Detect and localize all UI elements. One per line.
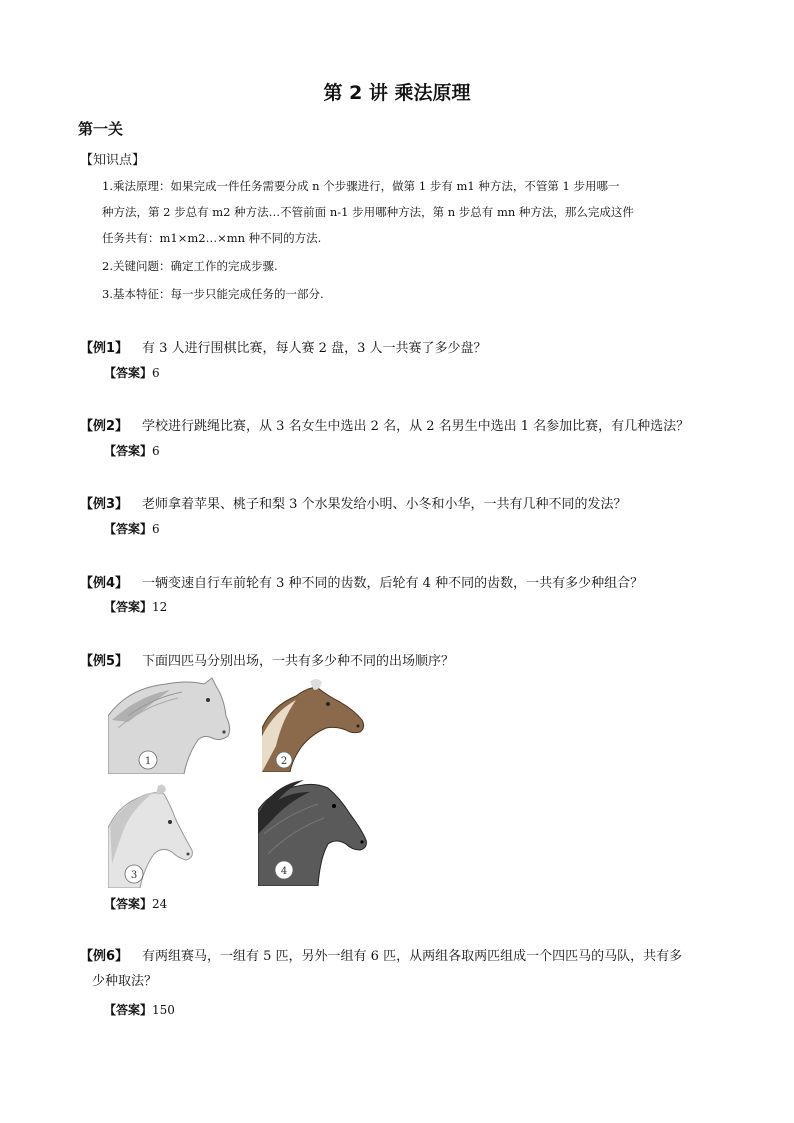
example-4-tag: 【例4】 [80, 576, 129, 591]
example-2 [80, 415, 689, 434]
horse-image-2 [262, 676, 368, 772]
knowledge-point-3: 3.基本特征：每一步只能完成任务的一部分. [102, 287, 324, 301]
example-6-answer [104, 1001, 175, 1018]
knowledge-point-1-line-1: 1.乘法原理：如果完成一件任务需要分成 n 个步骤进行，做第 1 步有 m1 种方法，不管第 1 步用哪一 [102, 179, 620, 193]
answer-label: 【答案】 [104, 1003, 153, 1017]
knowledge-point-1-line-3: 任务共有：m1×m2…×mn 种不同的方法. [102, 231, 322, 245]
example-4-answer [104, 598, 167, 615]
section-heading: 第一关 [78, 120, 124, 138]
horse-number-3: 3 [130, 870, 138, 881]
example-2-question: 学校进行跳绳比赛，从 3 名女生中选出 2 名，从 2 名男生中选出 1 名参加比赛，有几种选法？ [142, 419, 690, 434]
example-6-question-line-2: 少种取法？ [92, 974, 158, 989]
page-title: 第 2 讲 乘法原理 [323, 82, 471, 104]
example-4-answer-value: 12 [152, 600, 168, 614]
example-1-question: 有 3 人进行围棋比赛，每人赛 2 盘，3 人一共赛了多少盘？ [142, 341, 487, 356]
example-2-tag: 【例2】 [80, 419, 129, 434]
example-5 [80, 650, 454, 669]
example-3-tag: 【例3】 [80, 497, 129, 512]
example-6-tag: 【例6】 [80, 949, 129, 964]
example-5-tag: 【例5】 [80, 654, 129, 669]
example-3-answer-value: 6 [152, 522, 160, 536]
knowledge-point-2: 2.关键问题：确定工作的完成步骤. [102, 259, 278, 273]
horse-image-1 [108, 676, 236, 774]
horse-image-3 [108, 784, 194, 888]
horse-image-4 [258, 774, 368, 886]
example-6 [80, 944, 730, 994]
answer-label: 【答案】 [104, 600, 153, 614]
example-2-answer-value: 6 [152, 444, 160, 458]
example-6-question-line-1: 有两组赛马，一组有 5 匹，另外一组有 6 匹，从两组各取两匹组成一个四匹马的马队，共有多 [142, 949, 683, 964]
example-5-answer [104, 895, 167, 912]
answer-label: 【答案】 [104, 522, 153, 536]
horse-number-1: 1 [144, 756, 152, 767]
example-1 [80, 337, 486, 356]
horse-number-2: 2 [280, 756, 288, 767]
example-1-answer [104, 364, 160, 381]
example-4 [80, 572, 643, 591]
example-2-answer [104, 442, 160, 459]
example-1-answer-value: 6 [152, 366, 160, 380]
horse-number-4: 4 [280, 866, 288, 877]
knowledge-point-1 [102, 173, 722, 251]
example-3 [80, 493, 627, 512]
answer-label: 【答案】 [104, 897, 153, 911]
example-5-answer-value: 24 [152, 897, 168, 911]
example-3-question: 老师拿着苹果、桃子和梨 3 个水果发给小明、小冬和小华，一共有几种不同的发法？ [142, 497, 627, 512]
knowledge-point-1-line-2: 种方法，第 2 步总有 m2 种方法…不管前面 n-1 步用哪种方法，第 n 步总有 mn 种方法，那么完成这件 [102, 205, 634, 219]
example-5-question: 下面四匹马分别出场，一共有多少种不同的出场顺序？ [142, 654, 455, 669]
example-3-answer [104, 520, 160, 537]
example-4-question: 一辆变速自行车前轮有 3 种不同的齿数，后轮有 4 种不同的齿数，一共有多少种组合？ [142, 576, 644, 591]
example-1-tag: 【例1】 [80, 341, 129, 356]
knowledge-heading: 【知识点】 [80, 153, 146, 168]
answer-label: 【答案】 [104, 444, 153, 458]
example-6-answer-value: 150 [152, 1003, 175, 1017]
answer-label: 【答案】 [104, 366, 153, 380]
